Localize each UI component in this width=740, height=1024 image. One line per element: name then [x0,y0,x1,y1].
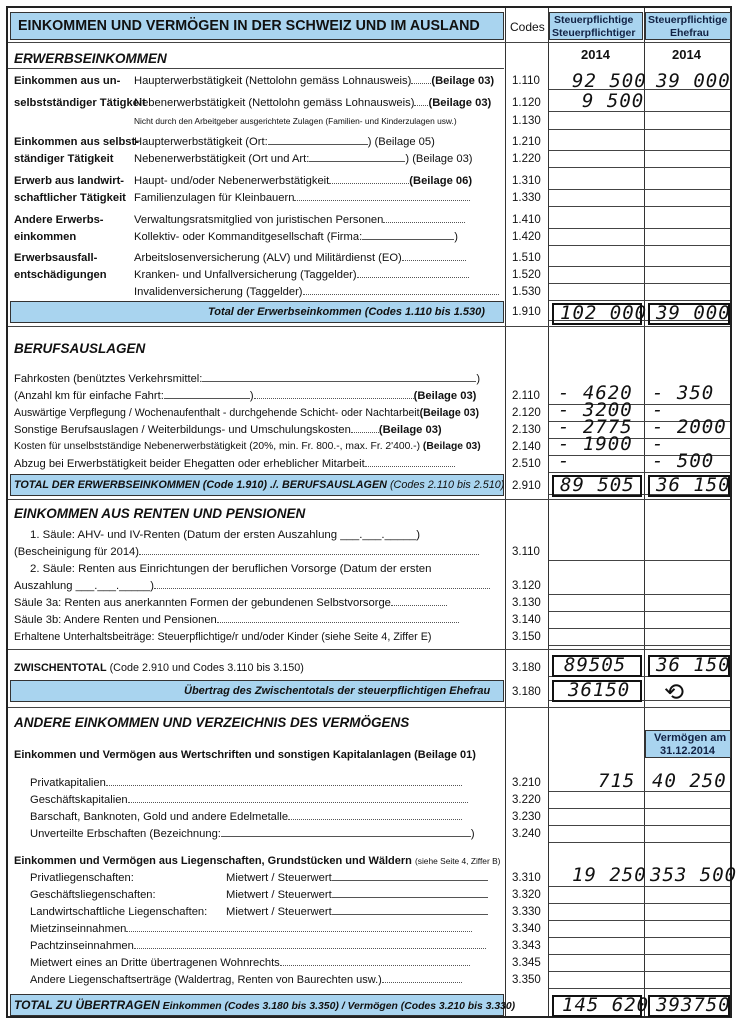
val-total-b[interactable]: 393750 [656,994,731,1016]
row-1410: Verwaltungsratsmitglied von juristischen Personen [134,213,465,227]
group-label: Einkommen aus selbst- [14,136,139,148]
value-row-line [549,808,730,809]
val-2910-b[interactable]: 36 150 [656,474,731,496]
val-1110-a[interactable]: 92 500 [572,70,647,92]
value-row-line [549,903,730,904]
code-label: 1.310 [512,175,541,187]
row-3350: Andere Liegenschaftserträge (Waldertrag, Renten von Baurechten usw.) [30,973,462,987]
code-label: 1.110 [512,75,540,87]
val-2130-b[interactable]: - 2000 [652,416,727,438]
val-2110-a[interactable]: - 4620 [558,382,633,404]
col-line-2 [548,8,549,1016]
uebertrag-label: Übertrag des Zwischentotals der steuerpflichtigen Ehefrau [184,685,491,697]
sub-wertschriften: Einkommen und Vermögen aus Wertschriften und sonstigen Kapitalanlagen (Beilage 01) [14,749,476,761]
group-label: Erwerb aus landwirt- [14,175,125,187]
row-3130: Säule 3a: Renten aus anerkannten Formen der gebundenen Selbstvorsorge [14,596,447,610]
section-berufsauslagen: BERUFSAUSLAGEN [14,341,146,356]
code-label: 2.140 [512,441,541,453]
value-row-line [549,228,730,229]
year-col2: 2014 [672,47,701,62]
value-row-line [549,842,730,843]
val-3210-b[interactable]: 40 250 [652,770,727,792]
value-row-line [549,971,730,972]
code-label: 1.210 [512,136,541,148]
header-line [8,42,730,43]
group-label: entschädigungen [14,269,107,281]
val-total-a[interactable]: 145 620 [562,994,650,1016]
row-1110: Haupterwerbstätigkeit (Nettolohn gemäss Lohnausweis) (Beilage 03) [134,75,495,87]
code-label: 1.510 [512,252,541,264]
value-row-line [549,594,730,595]
col2-header-a: Steuerpflichtige [648,14,728,26]
row-3330: Landwirtschaftliche Liegenschaften: [30,906,208,918]
row-3140: Säule 3b: Andere Renten und Pensionen [14,613,459,627]
code-label: 2.110 [512,390,540,402]
val-3180-a[interactable]: 89505 [564,654,627,676]
row-2120: Auswärtige Verpflegung / Wochenaufenthalt - durchgehende Schicht- oder Nachtarbeit(Beilage 03) [14,407,480,419]
value-row-line [549,189,730,190]
rule [8,326,730,327]
code-label: 3.330 [512,906,541,918]
code-label: 3.110 [512,546,540,558]
code-label: 3.230 [512,811,541,823]
code-label: 1.520 [512,269,541,281]
group-label: Einkommen aus un- [14,75,121,87]
code-label: 3.320 [512,889,541,901]
section-renten: EINKOMMEN AUS RENTEN UND PENSIONEN [14,506,306,521]
val-3180-b[interactable]: 36 150 [656,654,731,676]
value-row-line [549,206,730,207]
code-label: 3.240 [512,828,541,840]
val-3310-b[interactable]: 353 500 [650,864,738,886]
row-1130: Nicht durch den Arbeitgeber ausgerichtete Zulagen (Familien- und Kinderzulagen usw.) [134,116,457,126]
value-row-line [549,954,730,955]
rule [8,707,730,708]
mietwert-3310: Mietwert / Steuerwert [226,871,488,885]
value-row-line [549,472,730,473]
code-label: 3.120 [512,580,541,592]
code-label: 3.180 [512,662,541,674]
row-1420: Kollektiv- oder Kommanditgesellschaft (Firma: ) [134,231,458,243]
row-2110: (Anzahl km für einfache Fahrt: ) (Beilage 03) [14,390,477,402]
row-3343: Pachtzinseinnahmen [30,939,486,953]
val-3310-a[interactable]: 19 250 [572,864,647,886]
row-3150: Erhaltene Unterhaltsbeiträge: Steuerpflichtige/r und/oder Kinder (siehe Seite 4, Ziffer E) [14,631,432,643]
value-row-line [549,167,730,168]
value-row-line [549,283,730,284]
row-1120: Nebenerwerbstätigkeit (Nettolohn gemäss Lohnausweis) (Beilage 03) [134,97,492,109]
code-label: 3.340 [512,923,541,935]
val-2120-b[interactable]: - [652,399,665,421]
section-andere-einkommen: ANDERE EINKOMMEN UND VERZEICHNIS DES VERMÖGENS [14,715,410,730]
code-label: 2.510 [512,458,541,470]
code-label: 3.150 [512,631,541,643]
col1-header-a: Steuerpflichtige [554,14,634,26]
row-3110b: (Bescheinigung für 2014) [14,545,479,559]
codes-header: Codes [510,20,545,34]
code-label: 3.343 [512,940,541,952]
vermoegen-header-a: Vermögen am [654,732,727,744]
total-berufsauslagen-label: TOTAL DER ERWERBSEINKOMMEN (Code 1.910) ./. BERUFSAUSLAGEN (Codes 2.110 bis 2.510) [14,479,505,491]
row-3210: Privatkapitalien [30,776,462,790]
row-1210: Haupterwerbstätigkeit (Ort: ) (Beilage 05) [134,136,435,148]
group-label: schaftlicher Tätigkeit [14,192,126,204]
code-label: 2.130 [512,424,541,436]
val-2510-b[interactable]: - 500 [652,450,715,472]
val-2120-a[interactable]: - 3200 [558,399,633,421]
total-erwerbseinkommen-label: Total der Erwerbseinkommen (Codes 1.110 bis 1.530) [208,306,485,318]
value-row-line [549,937,730,938]
value-row-line [549,611,730,612]
code-label: 2.120 [512,407,541,419]
zwischentotal-label: ZWISCHENTOTAL (Code 2.910 und Codes 3.110 bis 3.150) [14,662,304,674]
value-row-line [549,560,730,561]
value-row-line [549,920,730,921]
val-1110-b[interactable]: 39 000 [656,70,731,92]
col1-header-b: Steuerpflichtiger [552,27,636,39]
group-label: Erwerbsausfall- [14,252,98,264]
value-row-line [549,245,730,246]
val-3210-a[interactable]: 715 [598,770,636,792]
code-label: 1.910 [512,306,541,318]
val-2910-a[interactable]: 89 505 [560,474,635,496]
value-row-line [549,628,730,629]
code-label: 3.345 [512,957,541,969]
row-3230: Barschaft, Banknoten, Gold und andere Edelmetalle [30,810,462,824]
code-label: 2.910 [512,480,541,492]
mietwert-3320: Mietwert / Steuerwert [226,888,488,902]
row-1220: Nebenerwerbstätigkeit (Ort und Art: ) (Beilage 03) [134,153,473,165]
row-2510: Abzug bei Erwerbstätigkeit beider Ehegatten oder erheblicher Mitarbeit [14,457,455,471]
tax-form [6,6,738,1018]
arrow-icon: ⟲ [664,678,686,706]
section-erwerbseinkommen: ERWERBSEINKOMMEN [14,51,167,66]
row-3120a: 2. Säule: Renten aus Einrichtungen der beruflichen Vorsorge (Datum der ersten [30,563,432,575]
row-3310: Privatliegenschaften: [30,872,134,884]
group-label: selbstständiger Tätigkeit [14,97,146,109]
code-label: 3.180 [512,686,541,698]
col-line-1 [505,8,506,1016]
code-label: 1.330 [512,192,541,204]
code-label: 1.120 [512,97,541,109]
col2-header-b: Ehefrau [670,27,710,39]
code-label: 3.210 [512,777,541,789]
value-row-line [549,266,730,267]
year-col1: 2014 [581,47,610,62]
row-1330: Familienzulagen für Kleinbauern [134,191,470,205]
row-1520: Kranken- und Unfallversicherung (Taggelder) [134,268,469,282]
val-2110-b[interactable]: - 350 [652,382,715,404]
group-label: Andere Erwerbs- [14,214,104,226]
row-3320: Geschäftsliegenschaften: [30,889,156,901]
value-row-line [549,300,730,301]
vermoegen-header-b: 31.12.2014 [660,745,716,757]
code-label: 1.410 [512,214,541,226]
rule [8,68,504,69]
row-3340: Mietzinseinnahmen [30,922,472,936]
val-2140-b[interactable]: - [652,433,665,455]
rule [8,499,730,500]
total-uebertragen-label: TOTAL ZU ÜBERTRAGEN Einkommen (Codes 3.180 bis 3.350) / Vermögen (Codes 3.210 bis 3.330) [14,998,516,1012]
row-fahrkosten: Fahrkosten (benütztes Verkehrsmittel: ) [14,373,481,385]
row-2140: Kosten für unselbstständige Nebenerwerbstätigkeit (20%, min. Fr. 800.-, max. Fr. 2'400.-) (Beilage 03) [14,441,481,452]
row-3220: Geschäftskapitalien [30,793,468,807]
value-row-line [549,988,730,989]
value-row-line [549,886,730,887]
value-row-line [549,129,730,130]
row-3240: Unverteilte Erbschaften (Bezeichnung: ) [30,828,475,840]
rule [8,649,730,650]
code-label: 3.130 [512,597,541,609]
code-label: 3.140 [512,614,541,626]
row-3110a: 1. Säule: AHV- und IV-Renten (Datum der ersten Auszahlung ___.___._____) [30,529,421,541]
value-row-line [549,150,730,151]
group-label: einkommen [14,231,77,243]
value-row-line [549,645,730,646]
row-1530: Invalidenversicherung (Taggelder) [134,285,499,299]
code-label: 3.220 [512,794,541,806]
code-label: 1.220 [512,153,541,165]
val-2140-a[interactable]: - 1900 [558,433,633,455]
code-label: 1.130 [512,115,541,127]
code-label: 1.530 [512,286,541,298]
code-label: 3.350 [512,974,541,986]
row-1510: Arbeitslosenversicherung (ALV) und Militärdienst (EO) [134,251,466,265]
row-1310: Haupt- und/oder Nebenerwerbstätigkeit (Beilage 06) [134,175,473,187]
mietwert-3330: Mietwert / Steuerwert [226,905,488,919]
row-3345: Mietwert eines an Dritte übertragenen Wohnrechts [30,956,470,970]
val-1120-a[interactable]: 9 500 [582,90,645,112]
val-1910-a[interactable]: 102 000 [560,302,648,324]
value-row-line [549,825,730,826]
form-title: EINKOMMEN UND VERMÖGEN IN DER SCHWEIZ UND IM AUSLAND [18,18,480,34]
code-label: 1.420 [512,231,541,243]
row-2130: Sonstige Berufsauslagen / Weiterbildungs- und Umschulungskosten (Beilage 03) [14,424,442,436]
sub-liegenschaften: Einkommen und Vermögen aus Liegenschaften, Grundstücken und Wäldern (siehe Seite 4, Ziffer B) [14,855,501,867]
val-2510-a[interactable]: - [558,450,571,472]
val-3180-c[interactable]: 36150 [568,679,631,701]
val-1910-b[interactable]: 39 000 [656,302,731,324]
code-label: 3.310 [512,872,541,884]
group-label: ständiger Tätigkeit [14,153,114,165]
val-2130-a[interactable]: - 2775 [558,416,633,438]
row-3120b: Auszahlung ___.___._____) [14,579,490,593]
